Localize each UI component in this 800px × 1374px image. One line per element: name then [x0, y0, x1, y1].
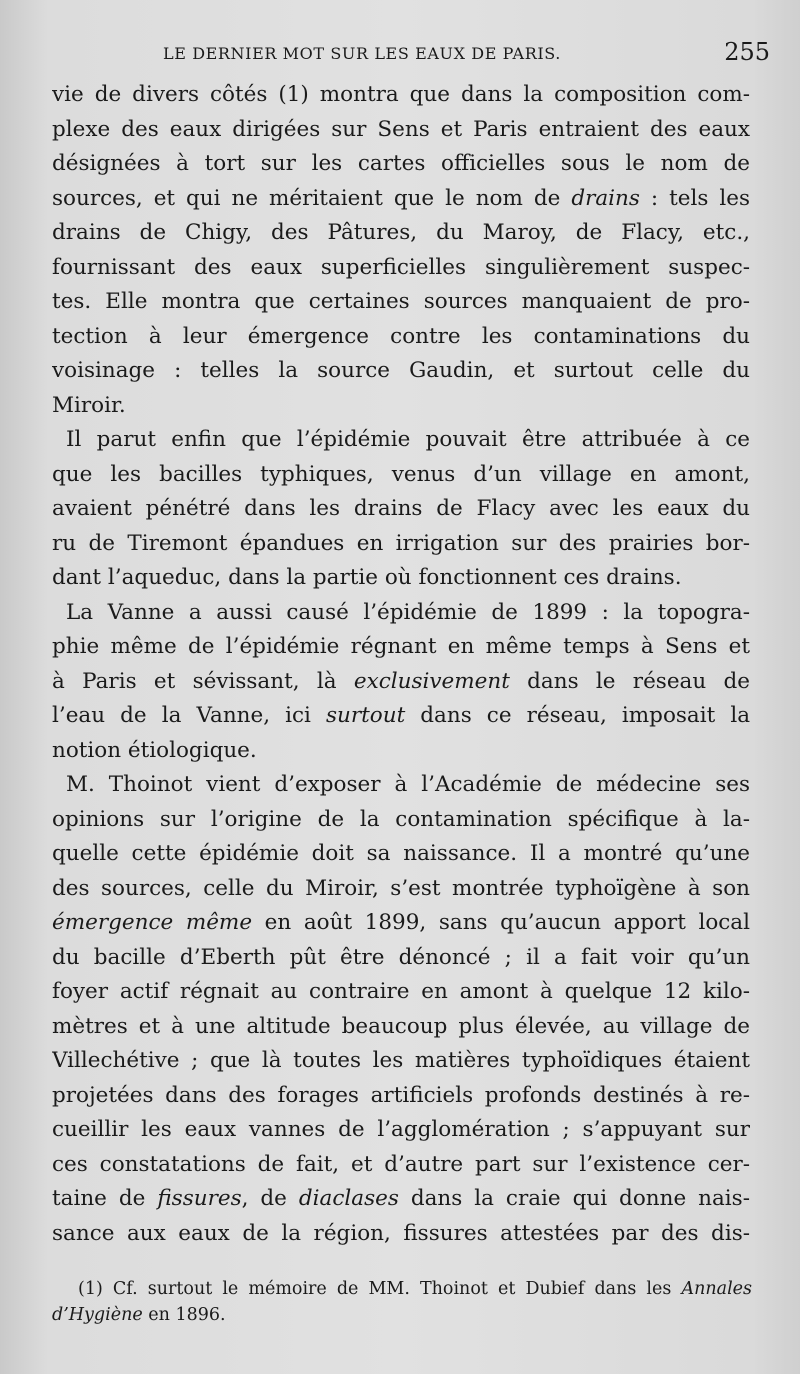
text-segment: foyer actif régnait au contraire en amont à quelque 12 kilo- — [52, 979, 750, 1004]
text-segment: : tels les — [639, 185, 750, 211]
text-segment: opinions sur l’origine de la contamination spécifique à la- — [52, 806, 750, 832]
text-line — [52, 1182, 750, 1217]
text-segment: cueillir les eaux vannes de l’agglomération ; s’appuyant sur — [52, 1117, 750, 1142]
text-line — [52, 734, 750, 769]
italic-text: fissures — [157, 1186, 242, 1211]
text-segment: tection à leur émergence contre les contaminations du — [52, 323, 750, 349]
italic-text: drains — [571, 185, 640, 211]
text-segment: plexe des eaux dirigées sur Sens et Paris entraient des eaux — [52, 116, 750, 142]
text-segment: voisinage : telles la source Gaudin, et surtout celle du — [52, 358, 750, 383]
text-line — [52, 1079, 750, 1114]
text-segment: phie même de l’épidémie régnant en même temps à Sens et — [52, 634, 750, 659]
text-segment: ru de Tiremont épandues en irrigation sur des prairies bor- — [52, 530, 750, 556]
text-line — [52, 389, 750, 424]
text-line — [52, 354, 750, 389]
text-segment: Villechétive ; que là toutes les matières typhoïdiques étaient — [52, 1048, 750, 1073]
text-segment: taine de — [52, 1186, 158, 1211]
footnotes — [52, 1276, 752, 1328]
text-line — [52, 527, 750, 562]
italic-text: exclusivement — [353, 668, 510, 694]
text-segment: La Vanne a aussi causé l’épidémie de 1899 : la topogra- — [66, 599, 750, 625]
text-segment: , de — [241, 1186, 299, 1211]
text-segment: dans ce réseau, imposait la — [405, 703, 750, 728]
text-line — [52, 1148, 750, 1183]
text-segment: tes. Elle montra que certaines sources manquaient de pro- — [52, 289, 750, 314]
text-line — [52, 1113, 750, 1148]
text-line — [52, 492, 750, 527]
italic-text: Annales — [681, 1279, 752, 1299]
italic-text: diaclases — [298, 1186, 399, 1211]
text-segment: dant l’aqueduc, dans la partie où fonctionnent ces drains. — [52, 565, 682, 590]
text-segment: en 1896. — [142, 1305, 226, 1325]
text-line — [52, 837, 750, 872]
text-line — [52, 113, 750, 148]
text-segment: ces constatations de fait, et d’autre part sur l’existence cer- — [52, 1151, 750, 1177]
text-line — [52, 423, 750, 458]
running-title: LE DERNIER MOT SUR LES EAUX DE PARIS. — [163, 44, 561, 63]
text-line — [52, 803, 750, 838]
text-segment: (1) Cf. surtout le mémoire de MM. Thoinot et Dubief dans les — [78, 1279, 682, 1299]
footnote-line — [52, 1276, 752, 1302]
italic-text: émergence même — [52, 910, 253, 935]
text-line — [52, 1010, 750, 1045]
text-line — [52, 596, 750, 631]
text-line — [52, 458, 750, 493]
text-line — [52, 941, 750, 976]
text-segment: Miroir. — [52, 392, 126, 418]
text-line — [52, 251, 750, 286]
text-segment: sance aux eaux de la région, fissures attestées par des dis- — [52, 1220, 750, 1246]
text-line — [52, 78, 750, 113]
text-segment: en août 1899, sans qu’aucun apport local — [252, 910, 750, 935]
text-segment: M. Thoinot vient d’exposer à l’Académie de médecine ses — [66, 772, 750, 797]
text-line — [52, 182, 750, 217]
text-segment: mètres et à une altitude beaucoup plus élevée, au village de — [52, 1013, 750, 1039]
text-segment: fournissant des eaux superficielles singulièrement suspec- — [52, 254, 750, 280]
text-segment: avaient pénétré dans les drains de Flacy avec les eaux du — [52, 496, 750, 521]
text-line — [52, 147, 750, 182]
text-line — [52, 665, 750, 700]
italic-text: surtout — [325, 703, 406, 728]
text-segment: dans la craie qui donne nais- — [398, 1186, 750, 1211]
text-line — [52, 872, 750, 907]
italic-text: d’Hygiène — [52, 1305, 143, 1325]
page-header — [163, 38, 770, 72]
text-segment: sources, et qui ne méritaient que le nom de — [52, 185, 572, 211]
text-segment: projetées dans des forages artificiels profonds destinés à re- — [52, 1082, 750, 1108]
text-segment: vie de divers côtés (1) montra que dans la composition com- — [52, 82, 750, 107]
text-line — [52, 975, 750, 1010]
text-line — [52, 699, 750, 734]
text-segment: Il parut enfin que l’épidémie pouvait être attribuée à ce — [66, 427, 750, 452]
body-text — [52, 78, 750, 1251]
text-segment: que les bacilles typhiques, venus d’un village en amont, — [52, 461, 750, 487]
text-segment: notion étiologique. — [52, 737, 257, 763]
text-segment: des sources, celle du Miroir, s’est montrée typhoïgène à son — [52, 875, 750, 901]
text-line — [52, 216, 750, 251]
text-segment: l’eau de la Vanne, ici — [52, 703, 326, 728]
text-line — [52, 285, 750, 320]
text-line — [52, 768, 750, 803]
text-line — [52, 1217, 750, 1252]
text-segment: quelle cette épidémie doit sa naissance. Il a montré qu’une — [52, 841, 750, 866]
footnote-line — [52, 1302, 752, 1328]
text-segment: dans le réseau de — [509, 668, 750, 694]
text-line — [52, 906, 750, 941]
text-line — [52, 320, 750, 355]
text-segment: désignées à tort sur les cartes officielles sous le nom de — [52, 151, 750, 176]
text-line — [52, 561, 750, 596]
page-number: 255 — [724, 38, 770, 66]
text-segment: drains de Chigy, des Pâtures, du Maroy, de Flacy, etc., — [52, 220, 750, 245]
text-segment: du bacille d’Eberth pût être dénoncé ; il a fait voir qu’un — [52, 944, 750, 970]
text-line — [52, 630, 750, 665]
text-line — [52, 1044, 750, 1079]
text-segment: à Paris et sévissant, là — [52, 668, 354, 694]
